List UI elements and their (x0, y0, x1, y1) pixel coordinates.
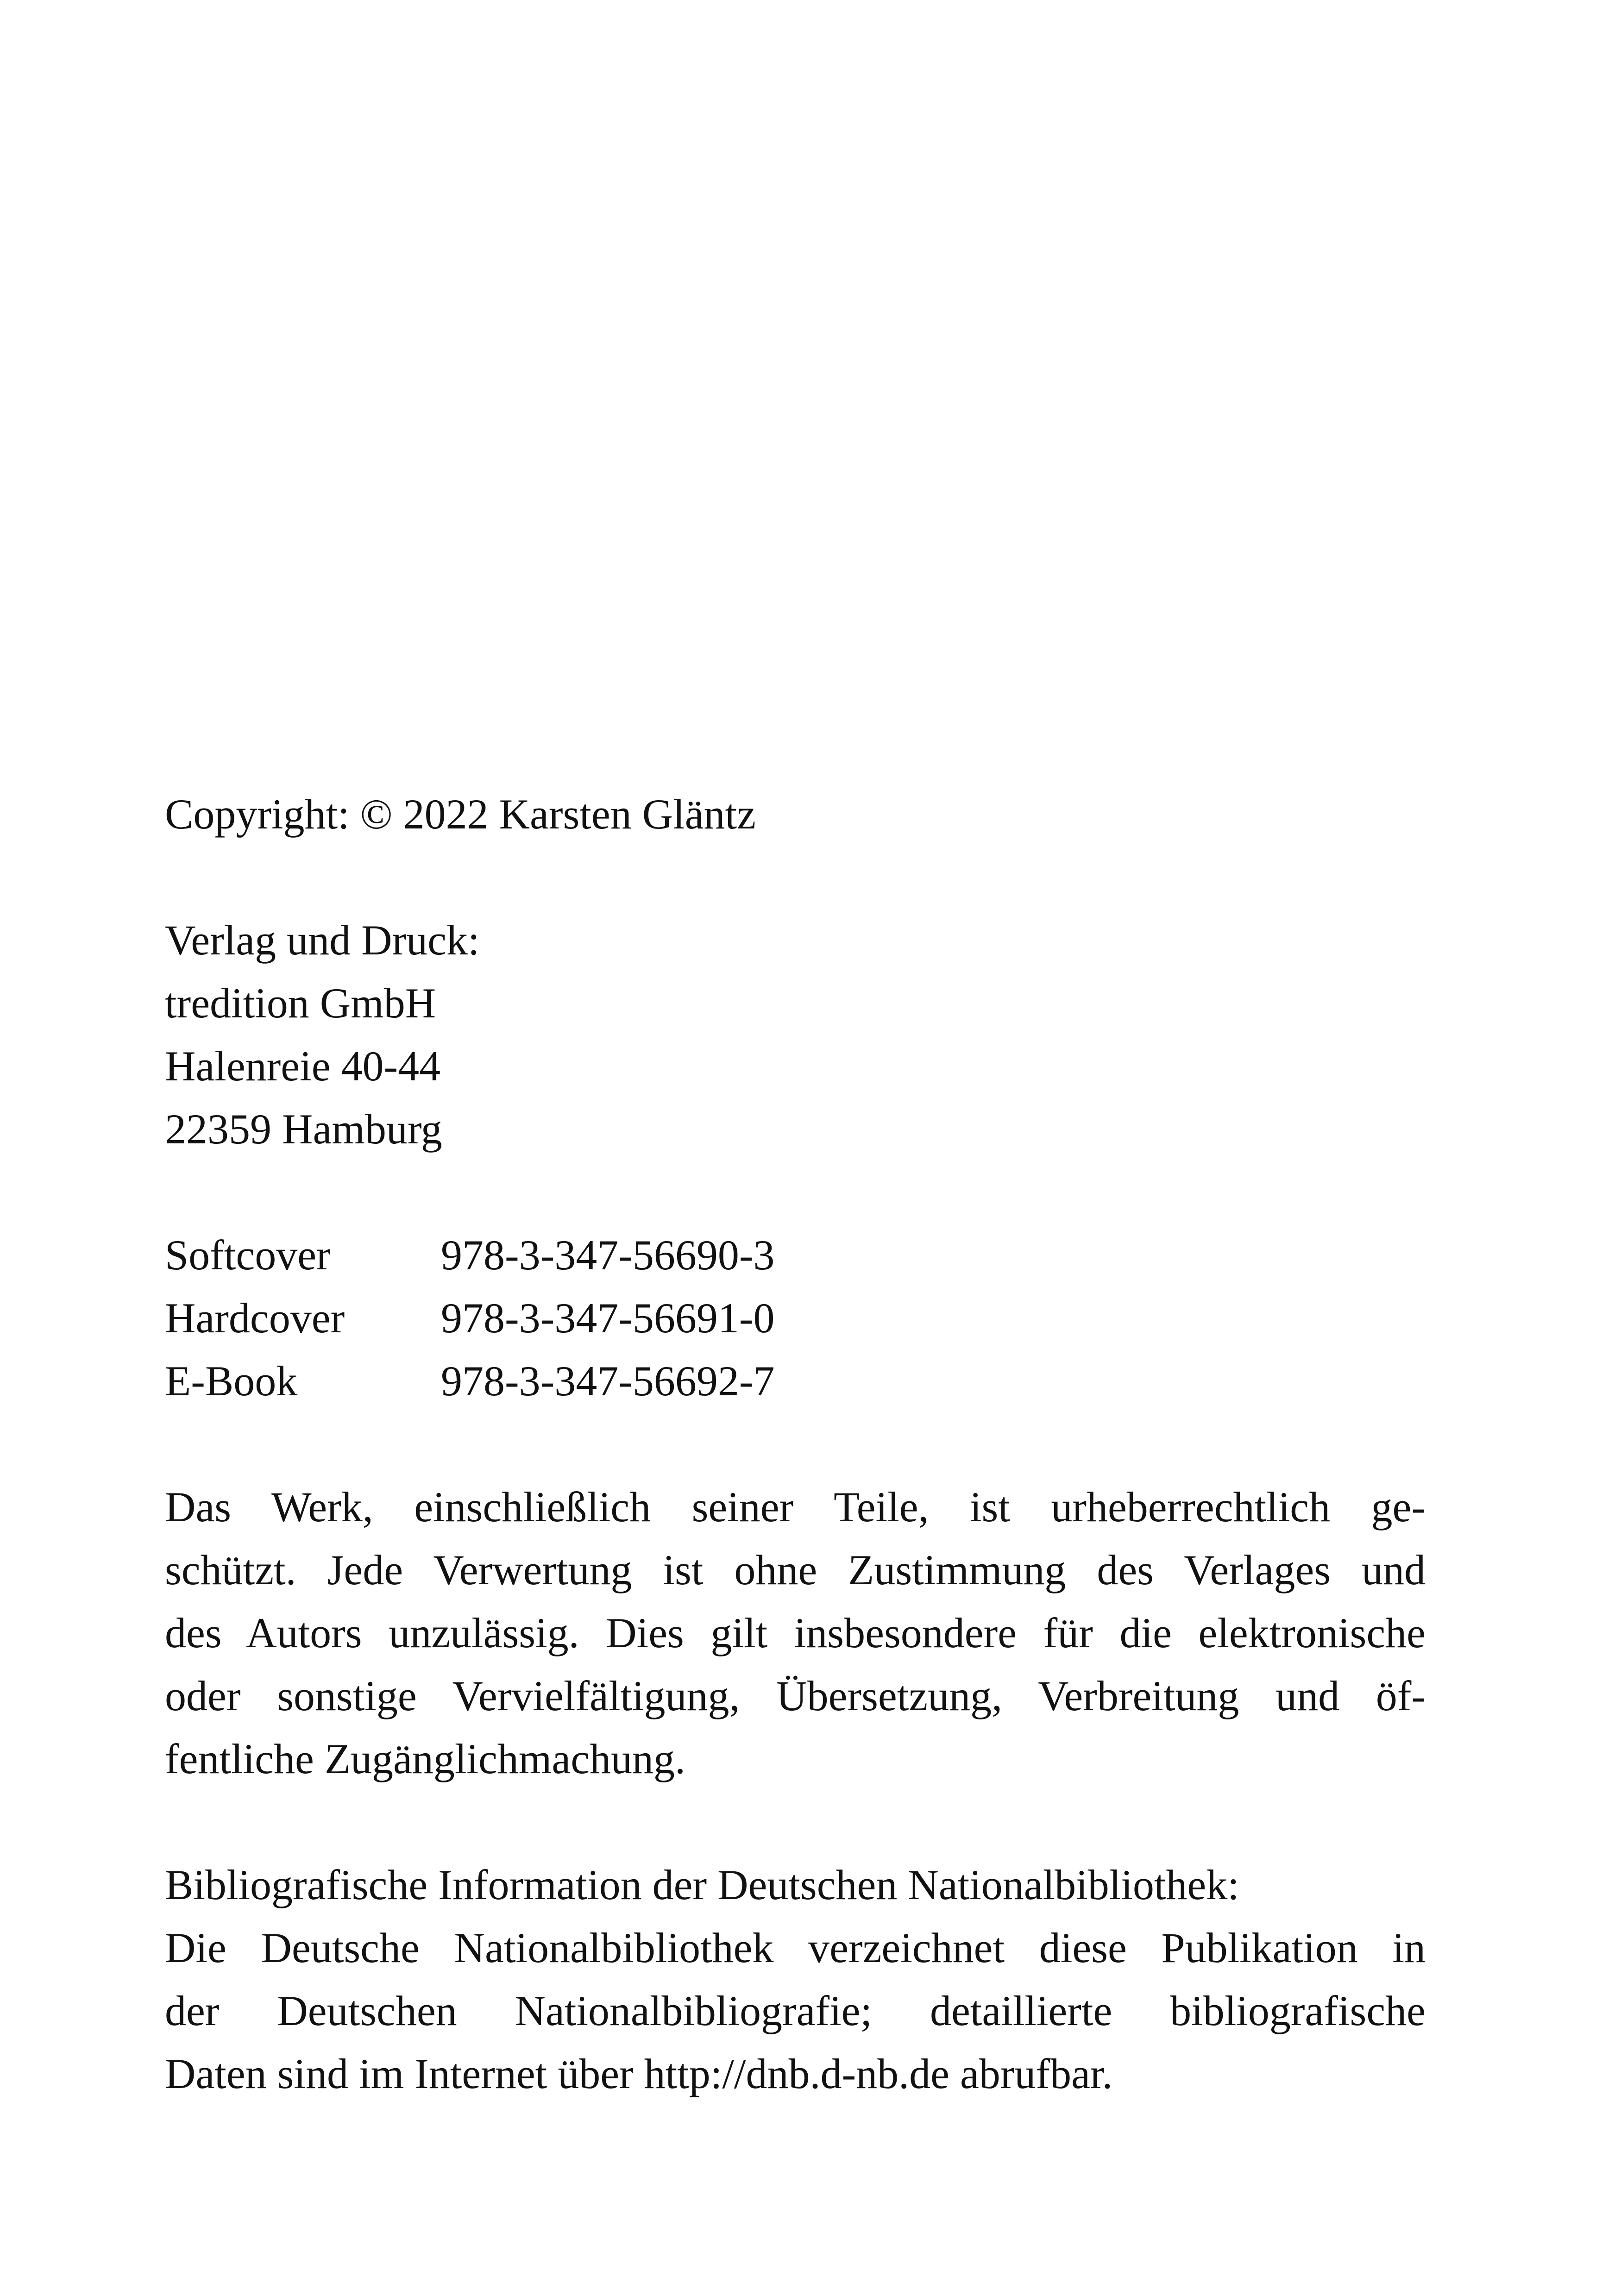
bibliography-heading: Bibliografische Information der Deutschen Nationalbibliothek: (165, 1861, 1239, 1908)
rights-line: Das Werk, einschließlich seiner Teile, ist urheberrechtlich ge- (165, 1483, 1426, 1531)
isbn-row-ebook (165, 1349, 1426, 1412)
rights-line-last: fentliche Zugänglichmachung. (165, 1735, 686, 1782)
bibliography-paragraph (165, 1853, 1426, 2105)
spacer (165, 1790, 1426, 1853)
publisher-city: 22359 Hamburg (165, 1105, 442, 1153)
isbn-number: 978-3-347-56690-3 (441, 1231, 775, 1279)
bibliography-line: der Deutschen Nationalbibliografie; detaillierte bibliografische (165, 1987, 1426, 2034)
publisher-name: tredition GmbH (165, 979, 436, 1027)
publisher-heading: Verlag und Druck: (165, 916, 480, 964)
rights-line: schützt. Jede Verwertung ist ohne Zustimmung des Verlages und (165, 1546, 1426, 1593)
spacer (165, 846, 1426, 909)
imprint-page (165, 783, 1426, 2105)
publisher-street: Halenreie 40-44 (165, 1042, 441, 1090)
publisher-block (165, 909, 1426, 1161)
bibliography-line-last: Daten sind im Internet über http://dnb.d-nb.de abrufbar. (165, 2050, 1113, 2097)
bibliography-line: Die Deutsche Nationalbibliothek verzeichnet diese Publikation in (165, 1924, 1426, 1971)
isbn-label: Hardcover (165, 1294, 345, 1342)
isbn-row-softcover (165, 1223, 1426, 1286)
copyright-line: Copyright: © 2022 Karsten Gläntz (165, 790, 756, 838)
spacer (165, 1412, 1426, 1475)
isbn-number: 978-3-347-56691-0 (441, 1294, 775, 1342)
spacer (165, 1161, 1426, 1223)
isbn-number: 978-3-347-56692-7 (441, 1357, 775, 1405)
isbn-label: E-Book (165, 1357, 298, 1405)
isbn-block (165, 1223, 1426, 1412)
isbn-row-hardcover (165, 1286, 1426, 1349)
rights-line: oder sonstige Vervielfältigung, Übersetzung, Verbreitung und öf- (165, 1672, 1426, 1719)
isbn-label: Softcover (165, 1231, 331, 1279)
rights-paragraph (165, 1475, 1426, 1790)
rights-line: des Autors unzulässig. Dies gilt insbesondere für die elektronische (165, 1609, 1426, 1656)
